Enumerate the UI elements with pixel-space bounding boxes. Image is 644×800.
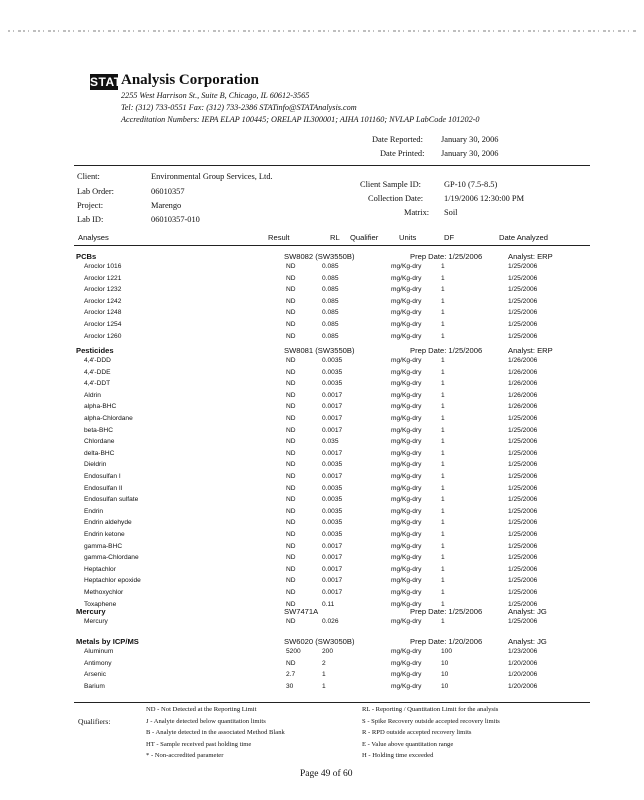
reporting-limit: 0.0017 — [322, 565, 343, 573]
result-value: ND — [286, 449, 296, 457]
date-analyzed: 1/25/2006 — [508, 554, 538, 562]
date-analyzed: 1/25/2006 — [508, 473, 538, 480]
date-reported-value: January 30, 2006 — [441, 135, 499, 144]
analyte-name: Chlordane — [84, 438, 115, 446]
dilution-factor: 1 — [441, 332, 445, 340]
analyte-name: 4,4'-DDE — [84, 368, 111, 376]
table-row — [0, 369, 644, 380]
result-value: ND — [286, 357, 296, 364]
section-title: Metals by ICP/MS — [76, 637, 139, 646]
result-value: ND — [286, 438, 296, 446]
units-value: mg/Kg-dry — [391, 496, 422, 504]
table-row — [0, 554, 644, 565]
dilution-factor: 1 — [441, 618, 445, 625]
reporting-limit: 0.0017 — [322, 403, 343, 411]
result-value: ND — [286, 484, 296, 492]
date-analyzed: 1/25/2006 — [508, 507, 538, 515]
result-value: ND — [286, 274, 296, 282]
reporting-limit: 0.0035 — [322, 380, 343, 388]
analyte-name: Endosulfan II — [84, 484, 123, 492]
result-value: ND — [286, 309, 296, 317]
dilution-factor: 1 — [441, 496, 445, 504]
units-value: mg/Kg-dry — [391, 461, 422, 469]
dilution-factor: 1 — [441, 473, 445, 480]
reporting-limit: 0.026 — [322, 618, 339, 625]
qualifier-definition: B - Analyte detected in the associated Method Blank — [146, 729, 285, 736]
table-row — [0, 298, 644, 309]
dilution-factor: 1 — [441, 542, 445, 550]
units-value: mg/Kg-dry — [391, 600, 422, 608]
date-analyzed: 1/26/2006 — [508, 357, 538, 364]
units-value: mg/Kg-dry — [391, 648, 422, 655]
reporting-limit: 0.0035 — [322, 496, 343, 504]
units-value: mg/Kg-dry — [391, 332, 422, 340]
result-value: ND — [286, 554, 296, 562]
units-value: mg/Kg-dry — [391, 565, 422, 573]
project-value: Marengo — [151, 201, 182, 210]
units-value: mg/Kg-dry — [391, 554, 422, 562]
dilution-factor: 1 — [441, 461, 445, 469]
result-value: ND — [286, 391, 296, 399]
section-method: SW7471A — [284, 607, 319, 616]
table-row — [0, 531, 644, 542]
reporting-limit: 0.035 — [322, 438, 339, 446]
analyte-name: Endosulfan I — [84, 473, 121, 480]
table-row — [0, 461, 644, 472]
result-value: 30 — [286, 682, 294, 690]
analyte-name: Aroclor 1254 — [84, 321, 122, 328]
dilution-factor: 1 — [441, 391, 445, 399]
units-value: mg/Kg-dry — [391, 449, 422, 457]
date-analyzed: 1/25/2006 — [508, 321, 538, 328]
company-address: 2255 West Harrison St., Suite B, Chicago, IL 60612-3565 — [121, 91, 310, 100]
result-value: ND — [286, 496, 296, 504]
table-row — [0, 403, 644, 414]
dilution-factor: 1 — [441, 449, 445, 457]
date-analyzed: 1/25/2006 — [508, 297, 538, 305]
qualifier-definition: E - Value above quantitation range — [362, 740, 454, 748]
matrix-value: Soil — [444, 208, 458, 217]
fax-transmission-header — [0, 28, 644, 34]
units-value: mg/Kg-dry — [391, 415, 422, 422]
reporting-limit: 0.0035 — [322, 357, 343, 364]
table-row — [0, 357, 644, 368]
dilution-factor: 1 — [441, 531, 445, 538]
date-analyzed: 1/25/2006 — [508, 519, 538, 527]
dilution-factor: 1 — [441, 297, 445, 305]
date-printed-value: January 30, 2006 — [441, 149, 499, 158]
date-reported-label: Date Reported: — [372, 135, 423, 144]
date-analyzed: 1/25/2006 — [508, 426, 538, 434]
result-value: 5200 — [286, 648, 301, 655]
result-value: ND — [286, 531, 296, 538]
table-row — [0, 263, 644, 274]
reporting-limit: 0.0035 — [322, 461, 343, 469]
analyte-name: Dieldrin — [84, 461, 107, 469]
date-analyzed: 1/25/2006 — [508, 415, 538, 422]
dilution-factor: 1 — [441, 565, 445, 573]
date-analyzed: 1/25/2006 — [508, 449, 538, 457]
section-title: Pesticides — [76, 346, 114, 355]
dilution-factor: 10 — [441, 659, 449, 667]
analyte-name: 4,4'-DDD — [84, 357, 111, 364]
date-analyzed: 1/25/2006 — [508, 542, 538, 550]
section-analyst: Analyst: JG — [508, 637, 547, 646]
units-value: mg/Kg-dry — [391, 380, 422, 388]
table-row — [0, 321, 644, 332]
date-analyzed: 1/25/2006 — [508, 531, 538, 538]
date-analyzed: 1/25/2006 — [508, 589, 538, 596]
company-name: Analysis Corporation — [121, 72, 259, 88]
reporting-limit: 0.0017 — [322, 449, 343, 457]
table-row — [0, 519, 644, 530]
analyte-name: beta-BHC — [84, 426, 113, 434]
result-value: ND — [286, 332, 296, 340]
result-value: ND — [286, 461, 296, 469]
dilution-factor: 1 — [441, 321, 445, 328]
date-analyzed: 1/20/2006 — [508, 659, 538, 667]
table-row — [0, 496, 644, 507]
units-value: mg/Kg-dry — [391, 507, 422, 515]
result-value: ND — [286, 473, 296, 480]
table-row — [0, 450, 644, 461]
table-row — [0, 438, 644, 449]
reporting-limit: 0.0017 — [322, 473, 343, 480]
collection-date-label: Collection Date: — [368, 194, 424, 203]
lab-order-label: Lab Order: — [77, 187, 114, 196]
dilution-factor: 1 — [441, 577, 445, 585]
matrix-label: Matrix: — [404, 208, 430, 217]
dilution-factor: 1 — [441, 507, 445, 515]
reporting-limit: 1 — [322, 682, 326, 690]
client-value: Environmental Group Services, Ltd. — [151, 172, 273, 181]
result-value: ND — [286, 600, 296, 608]
qualifier-definition: RL - Reporting / Quantitation Limit for the analysis — [362, 706, 499, 713]
company-contact: Tel: (312) 733-0551 Fax: (312) 733-2386 STATinfo@STATAnalysis.com — [121, 103, 357, 112]
dilution-factor: 1 — [441, 415, 445, 422]
dilution-factor: 1 — [441, 380, 445, 388]
result-value: ND — [286, 403, 296, 411]
lab-order-value: 06010357 — [151, 187, 185, 196]
reporting-limit: 0.0017 — [322, 391, 343, 399]
analyte-name: Aroclor 1248 — [84, 309, 122, 317]
table-row — [0, 333, 644, 344]
date-analyzed: 1/23/2006 — [508, 648, 538, 655]
table-row — [0, 648, 644, 659]
section-analyst: Analyst: ERP — [508, 346, 553, 355]
units-value: mg/Kg-dry — [391, 542, 422, 550]
reporting-limit: 0.0017 — [322, 542, 343, 550]
table-row — [0, 380, 644, 391]
dilution-factor: 1 — [441, 274, 445, 282]
section-analyst: Analyst: ERP — [508, 252, 553, 261]
date-analyzed: 1/20/2006 — [508, 671, 538, 679]
date-analyzed: 1/25/2006 — [508, 461, 538, 469]
analyte-name: alpha-Chlordane — [84, 415, 133, 422]
dilution-factor: 1 — [441, 438, 445, 446]
table-row — [0, 577, 644, 588]
analyte-name: Arsenic — [84, 671, 106, 679]
reporting-limit: 2 — [322, 659, 326, 667]
result-value: ND — [286, 286, 296, 294]
date-analyzed: 1/26/2006 — [508, 403, 538, 411]
dilution-factor: 1 — [441, 368, 445, 376]
section-prep-date: Prep Date: 1/25/2006 — [410, 607, 483, 616]
client-sample-id-label: Client Sample ID: — [360, 180, 421, 189]
qualifiers-label: Qualifiers: — [78, 717, 111, 726]
analyte-name: 4,4'-DDT — [84, 380, 111, 388]
reporting-limit: 0.085 — [322, 263, 339, 270]
units-value: mg/Kg-dry — [391, 659, 422, 667]
column-header-rl: RL — [330, 233, 340, 242]
date-analyzed: 1/25/2006 — [508, 309, 538, 317]
date-analyzed: 1/25/2006 — [508, 332, 538, 340]
result-value: ND — [286, 321, 296, 328]
table-row — [0, 427, 644, 438]
dilution-factor: 10 — [441, 682, 449, 690]
date-analyzed: 1/26/2006 — [508, 380, 538, 388]
units-value: mg/Kg-dry — [391, 391, 422, 399]
section-title: PCBs — [76, 252, 97, 261]
header-divider — [74, 245, 590, 246]
analyte-name: Endrin aldehyde — [84, 519, 132, 527]
analyte-name: Toxaphene — [84, 600, 117, 608]
units-value: mg/Kg-dry — [391, 426, 422, 434]
date-analyzed: 1/25/2006 — [508, 438, 538, 446]
company-logo: STAT — [90, 75, 122, 89]
column-header-units: Units — [399, 233, 417, 242]
collection-date-value: 1/19/2006 12:30:00 PM — [444, 194, 525, 203]
section-title: Mercury — [76, 607, 106, 616]
table-row — [0, 392, 644, 403]
dilution-factor: 1 — [441, 484, 445, 492]
reporting-limit: 0.085 — [322, 309, 339, 317]
analyte-name: Heptachlor — [84, 565, 116, 573]
date-printed-label: Date Printed: — [380, 149, 425, 158]
analyte-name: Aldrin — [84, 391, 101, 399]
table-row — [0, 543, 644, 554]
analyte-name: Methoxychlor — [84, 589, 124, 596]
units-value: mg/Kg-dry — [391, 577, 422, 585]
result-value: ND — [286, 589, 296, 596]
table-row — [0, 566, 644, 577]
result-value: ND — [286, 519, 296, 527]
qualifier-definition: R - RPD outside accepted recovery limits — [362, 729, 472, 736]
reporting-limit: 0.0035 — [322, 507, 343, 515]
units-value: mg/Kg-dry — [391, 286, 422, 294]
reporting-limit: 0.0035 — [322, 519, 343, 527]
dilution-factor: 1 — [441, 519, 445, 527]
table-row — [0, 309, 644, 320]
legend-divider — [74, 702, 590, 703]
divider — [74, 165, 590, 166]
analyte-name: Endosulfan sulfate — [84, 496, 139, 504]
client-label: Client: — [77, 172, 100, 181]
units-value: mg/Kg-dry — [391, 589, 422, 596]
column-header-df: DF — [444, 233, 455, 242]
dilution-factor: 1 — [441, 357, 445, 364]
column-header-result: Result — [268, 233, 290, 242]
analyte-name: Endrin — [84, 507, 104, 515]
analyte-name: Endrin ketone — [84, 531, 125, 538]
section-prep-date: Prep Date: 1/20/2006 — [410, 637, 483, 646]
analyte-name: alpha-BHC — [84, 403, 117, 411]
table-row — [0, 671, 644, 682]
dilution-factor: 1 — [441, 589, 445, 596]
table-row — [0, 415, 644, 426]
lab-id-value: 06010357-010 — [151, 215, 200, 224]
reporting-limit: 0.085 — [322, 286, 339, 294]
analyte-name: Barium — [84, 682, 105, 690]
accreditation-numbers: Accreditation Numbers: IEPA ELAP 100445; ORELAP IL300001; AIHA 101160; NVLAP LabCode 101202-0 — [121, 115, 480, 124]
analyte-name: Antimony — [84, 659, 112, 667]
result-value: ND — [286, 263, 296, 270]
table-row — [0, 683, 644, 694]
analyte-name: Heptachlor epoxide — [84, 577, 141, 585]
units-value: mg/Kg-dry — [391, 519, 422, 527]
date-analyzed: 1/25/2006 — [508, 565, 538, 573]
dilution-factor: 1 — [441, 309, 445, 317]
reporting-limit: 0.085 — [322, 274, 339, 282]
date-analyzed: 1/25/2006 — [508, 263, 538, 270]
section-analyst: Analyst: JG — [508, 607, 547, 616]
analyte-name: Mercury — [84, 618, 108, 625]
section-prep-date: Prep Date: 1/25/2006 — [410, 346, 483, 355]
units-value: mg/Kg-dry — [391, 309, 422, 317]
units-value: mg/Kg-dry — [391, 274, 422, 282]
result-value: ND — [286, 577, 296, 585]
result-value: ND — [286, 415, 296, 422]
analyte-name: gamma-Chlordane — [84, 554, 139, 562]
result-value: 2.7 — [286, 671, 296, 679]
date-analyzed: 1/25/2006 — [508, 286, 538, 294]
reporting-limit: 0.11 — [322, 600, 335, 608]
units-value: mg/Kg-dry — [391, 473, 422, 480]
section-method: SW8082 (SW3550B) — [284, 252, 355, 261]
units-value: mg/Kg-dry — [391, 403, 422, 411]
reporting-limit: 0.0017 — [322, 589, 343, 596]
table-row — [0, 618, 644, 629]
table-row — [0, 660, 644, 671]
units-value: mg/Kg-dry — [391, 368, 422, 376]
column-header-qualifier: Qualifier — [350, 233, 379, 242]
dilution-factor: 100 — [441, 648, 453, 655]
lab-id-label: Lab ID: — [77, 215, 104, 224]
table-row — [0, 286, 644, 297]
date-analyzed: 1/25/2006 — [508, 577, 538, 585]
section-prep-date: Prep Date: 1/25/2006 — [410, 252, 483, 261]
table-row — [0, 275, 644, 286]
reporting-limit: 0.085 — [322, 321, 339, 328]
dilution-factor: 1 — [441, 403, 445, 411]
date-analyzed: 1/25/2006 — [508, 496, 538, 504]
result-value: ND — [286, 618, 296, 625]
result-value: ND — [286, 368, 296, 376]
units-value: mg/Kg-dry — [391, 321, 422, 328]
analyte-name: Aluminum — [84, 648, 114, 655]
date-analyzed: 1/26/2006 — [508, 368, 538, 376]
qualifier-definition: * - Non-accredited parameter — [146, 752, 224, 759]
result-value: ND — [286, 507, 296, 515]
date-analyzed: 1/25/2006 — [508, 274, 538, 282]
result-value: ND — [286, 380, 296, 388]
qualifier-definition: S - Spike Recovery outside accepted recovery limits — [362, 717, 500, 725]
date-analyzed: 1/26/2006 — [508, 391, 538, 399]
dilution-factor: 1 — [441, 263, 445, 270]
reporting-limit: 0.0017 — [322, 415, 343, 422]
qualifier-definition: HT - Sample received past holding time — [146, 740, 252, 748]
date-analyzed: 1/25/2006 — [508, 600, 538, 608]
analyte-name: Aroclor 1260 — [84, 332, 122, 340]
column-header-date-analyzed: Date Analyzed — [499, 233, 548, 242]
date-analyzed: 1/25/2006 — [508, 618, 538, 625]
project-label: Project: — [77, 201, 104, 210]
page-number: Page 49 of 60 — [300, 769, 353, 779]
reporting-limit: 0.0035 — [322, 531, 343, 538]
result-value: ND — [286, 297, 296, 305]
analyte-name: Aroclor 1242 — [84, 297, 122, 305]
result-value: ND — [286, 426, 296, 434]
reporting-limit: 0.0017 — [322, 554, 343, 562]
table-row — [0, 473, 644, 484]
reporting-limit: 1 — [322, 671, 326, 679]
units-value: mg/Kg-dry — [391, 671, 422, 679]
analyte-name: Aroclor 1232 — [84, 286, 122, 294]
units-value: mg/Kg-dry — [391, 263, 422, 270]
table-row — [0, 508, 644, 519]
result-value: ND — [286, 565, 296, 573]
dilution-factor: 1 — [441, 286, 445, 294]
reporting-limit: 0.085 — [322, 297, 339, 305]
date-analyzed: 1/25/2006 — [508, 484, 538, 492]
analyte-name: gamma-BHC — [84, 542, 123, 550]
qualifier-definition: J - Analyte detected below quantitation limits — [146, 717, 266, 725]
reporting-limit: 200 — [322, 648, 334, 655]
section-method: SW8081 (SW3550B) — [284, 346, 355, 355]
units-value: mg/Kg-dry — [391, 682, 422, 690]
dilution-factor: 1 — [441, 600, 445, 608]
qualifier-definition: ND - Not Detected at the Reporting Limit — [146, 706, 257, 713]
units-value: mg/Kg-dry — [391, 531, 422, 538]
units-value: mg/Kg-dry — [391, 438, 422, 446]
units-value: mg/Kg-dry — [391, 618, 422, 625]
column-header-analyses: Analyses — [78, 233, 109, 242]
analyte-name: Aroclor 1221 — [84, 274, 122, 282]
client-sample-id-value: GP-10 (7.5-8.5) — [444, 180, 498, 189]
units-value: mg/Kg-dry — [391, 297, 422, 305]
reporting-limit: 0.085 — [322, 332, 339, 340]
date-analyzed: 1/20/2006 — [508, 682, 538, 690]
result-value: ND — [286, 542, 296, 550]
analyte-name: delta-BHC — [84, 449, 115, 457]
section-method: SW6020 (SW3050B) — [284, 637, 355, 646]
dilution-factor: 1 — [441, 426, 445, 434]
table-row — [0, 485, 644, 496]
reporting-limit: 0.0035 — [322, 368, 343, 376]
units-value: mg/Kg-dry — [391, 357, 422, 364]
table-row — [0, 589, 644, 600]
analyte-name: Aroclor 1016 — [84, 263, 122, 270]
qualifier-definition: H - Holding time exceeded — [362, 752, 434, 759]
dilution-factor: 1 — [441, 554, 445, 562]
units-value: mg/Kg-dry — [391, 484, 422, 492]
result-value: ND — [286, 659, 296, 667]
reporting-limit: 0.0017 — [322, 577, 343, 585]
dilution-factor: 10 — [441, 671, 449, 679]
reporting-limit: 0.0017 — [322, 426, 343, 434]
reporting-limit: 0.0035 — [322, 484, 343, 492]
